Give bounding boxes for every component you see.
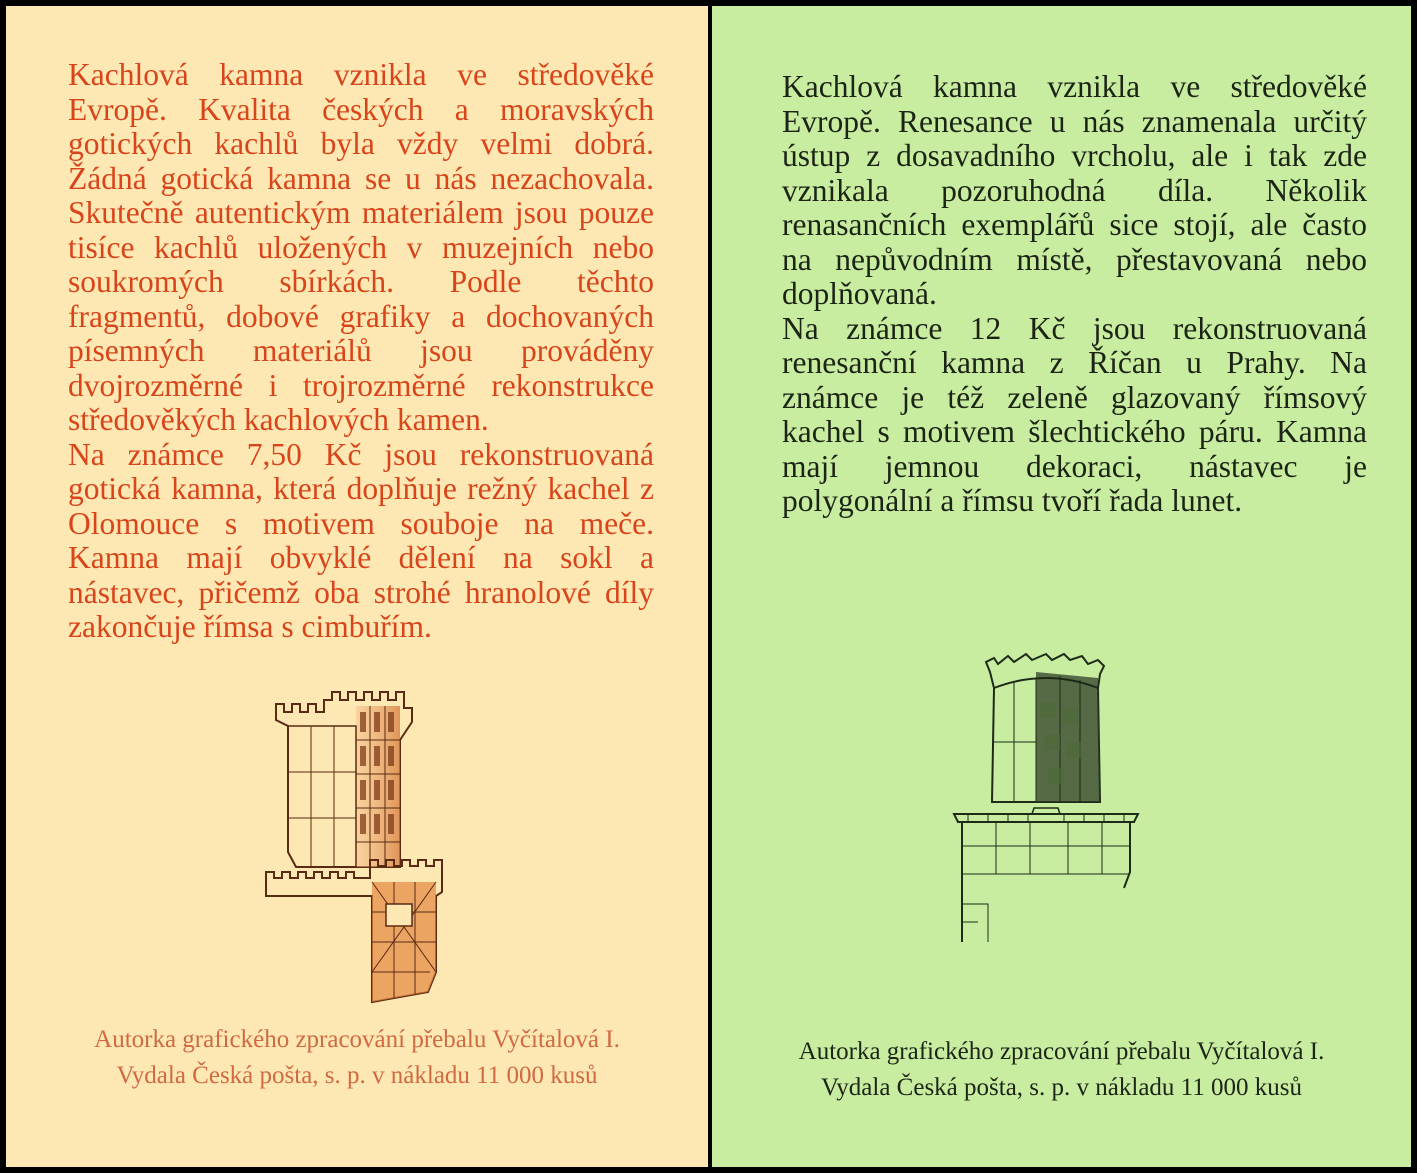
left-body-text bbox=[68, 58, 654, 645]
right-credit-publisher: Vydala Česká pošta, s. p. v nákladu 11 000 kusů bbox=[821, 1074, 1302, 1101]
left-credit-publisher: Vydala Česká pošta, s. p. v nákladu 11 000 kusů bbox=[116, 1062, 598, 1089]
left-panel-gothic bbox=[6, 6, 708, 1167]
right-panel-renaissance bbox=[712, 6, 1411, 1167]
gothic-stove-icon bbox=[260, 682, 450, 1012]
right-paragraph-2: Na známce 12 Kč jsou rekonstruovaná renesanční kamna z Říčan u Prahy. Na známce je též zeleně glazovaný římsový kachel s motivem šlechtického páru. Kamna mají jemnou dekoraci, nástavec je polygonální a římsu tvoří řada lunet. bbox=[782, 310, 1367, 518]
left-paragraph-2: Na známce 7,50 Kč jsou rekonstruovaná gotická kamna, která doplňuje režný kachel z Olomouce s motivem souboje na meče. Kamna mají obvyklé dělení na sokl a nástavec, přičemž oba strohé hranolové díly zakončuje římsa s cimbuřím. bbox=[68, 436, 654, 644]
right-credit-author: Autorka grafického zpracování přebalu Vyčítalová I. bbox=[798, 1038, 1325, 1065]
left-credits bbox=[6, 1022, 708, 1094]
renaissance-stove-icon bbox=[948, 642, 1144, 954]
left-credit-author: Autorka grafického zpracování přebalu Vyčítalová I. bbox=[94, 1026, 620, 1053]
right-body-text bbox=[782, 70, 1367, 519]
right-paragraph-1: Kachlová kamna vznikla ve středověké Evropě. Renesance u nás znamenala určitý ústup z dosavadního vrcholu, ale i tak zde vznikala pozoruhodná díla. Několik renasančních exemplářů sice stojí, ale často na nepůvodním místě, přestavovaná nebo doplňovaná. bbox=[782, 69, 1367, 311]
left-paragraph-1: Kachlová kamna vznikla ve středověké Evropě. Kvalita českých a moravských gotických kachlů byla vždy velmi dobrá. Žádná gotická kamna se u nás nezachovala. Skutečně autentickým materiálem jsou pouze tisíce kachlů uložených v muzejních nebo soukromých sbírkách. Podle těchto fragmentů, dobové grafiky a dochovaných písemných materiálů jsou prováděny dvojrozměrné i trojrozměrné rekonstrukce středověkých kachlových kamen. bbox=[68, 57, 654, 437]
right-credits bbox=[712, 1034, 1411, 1106]
